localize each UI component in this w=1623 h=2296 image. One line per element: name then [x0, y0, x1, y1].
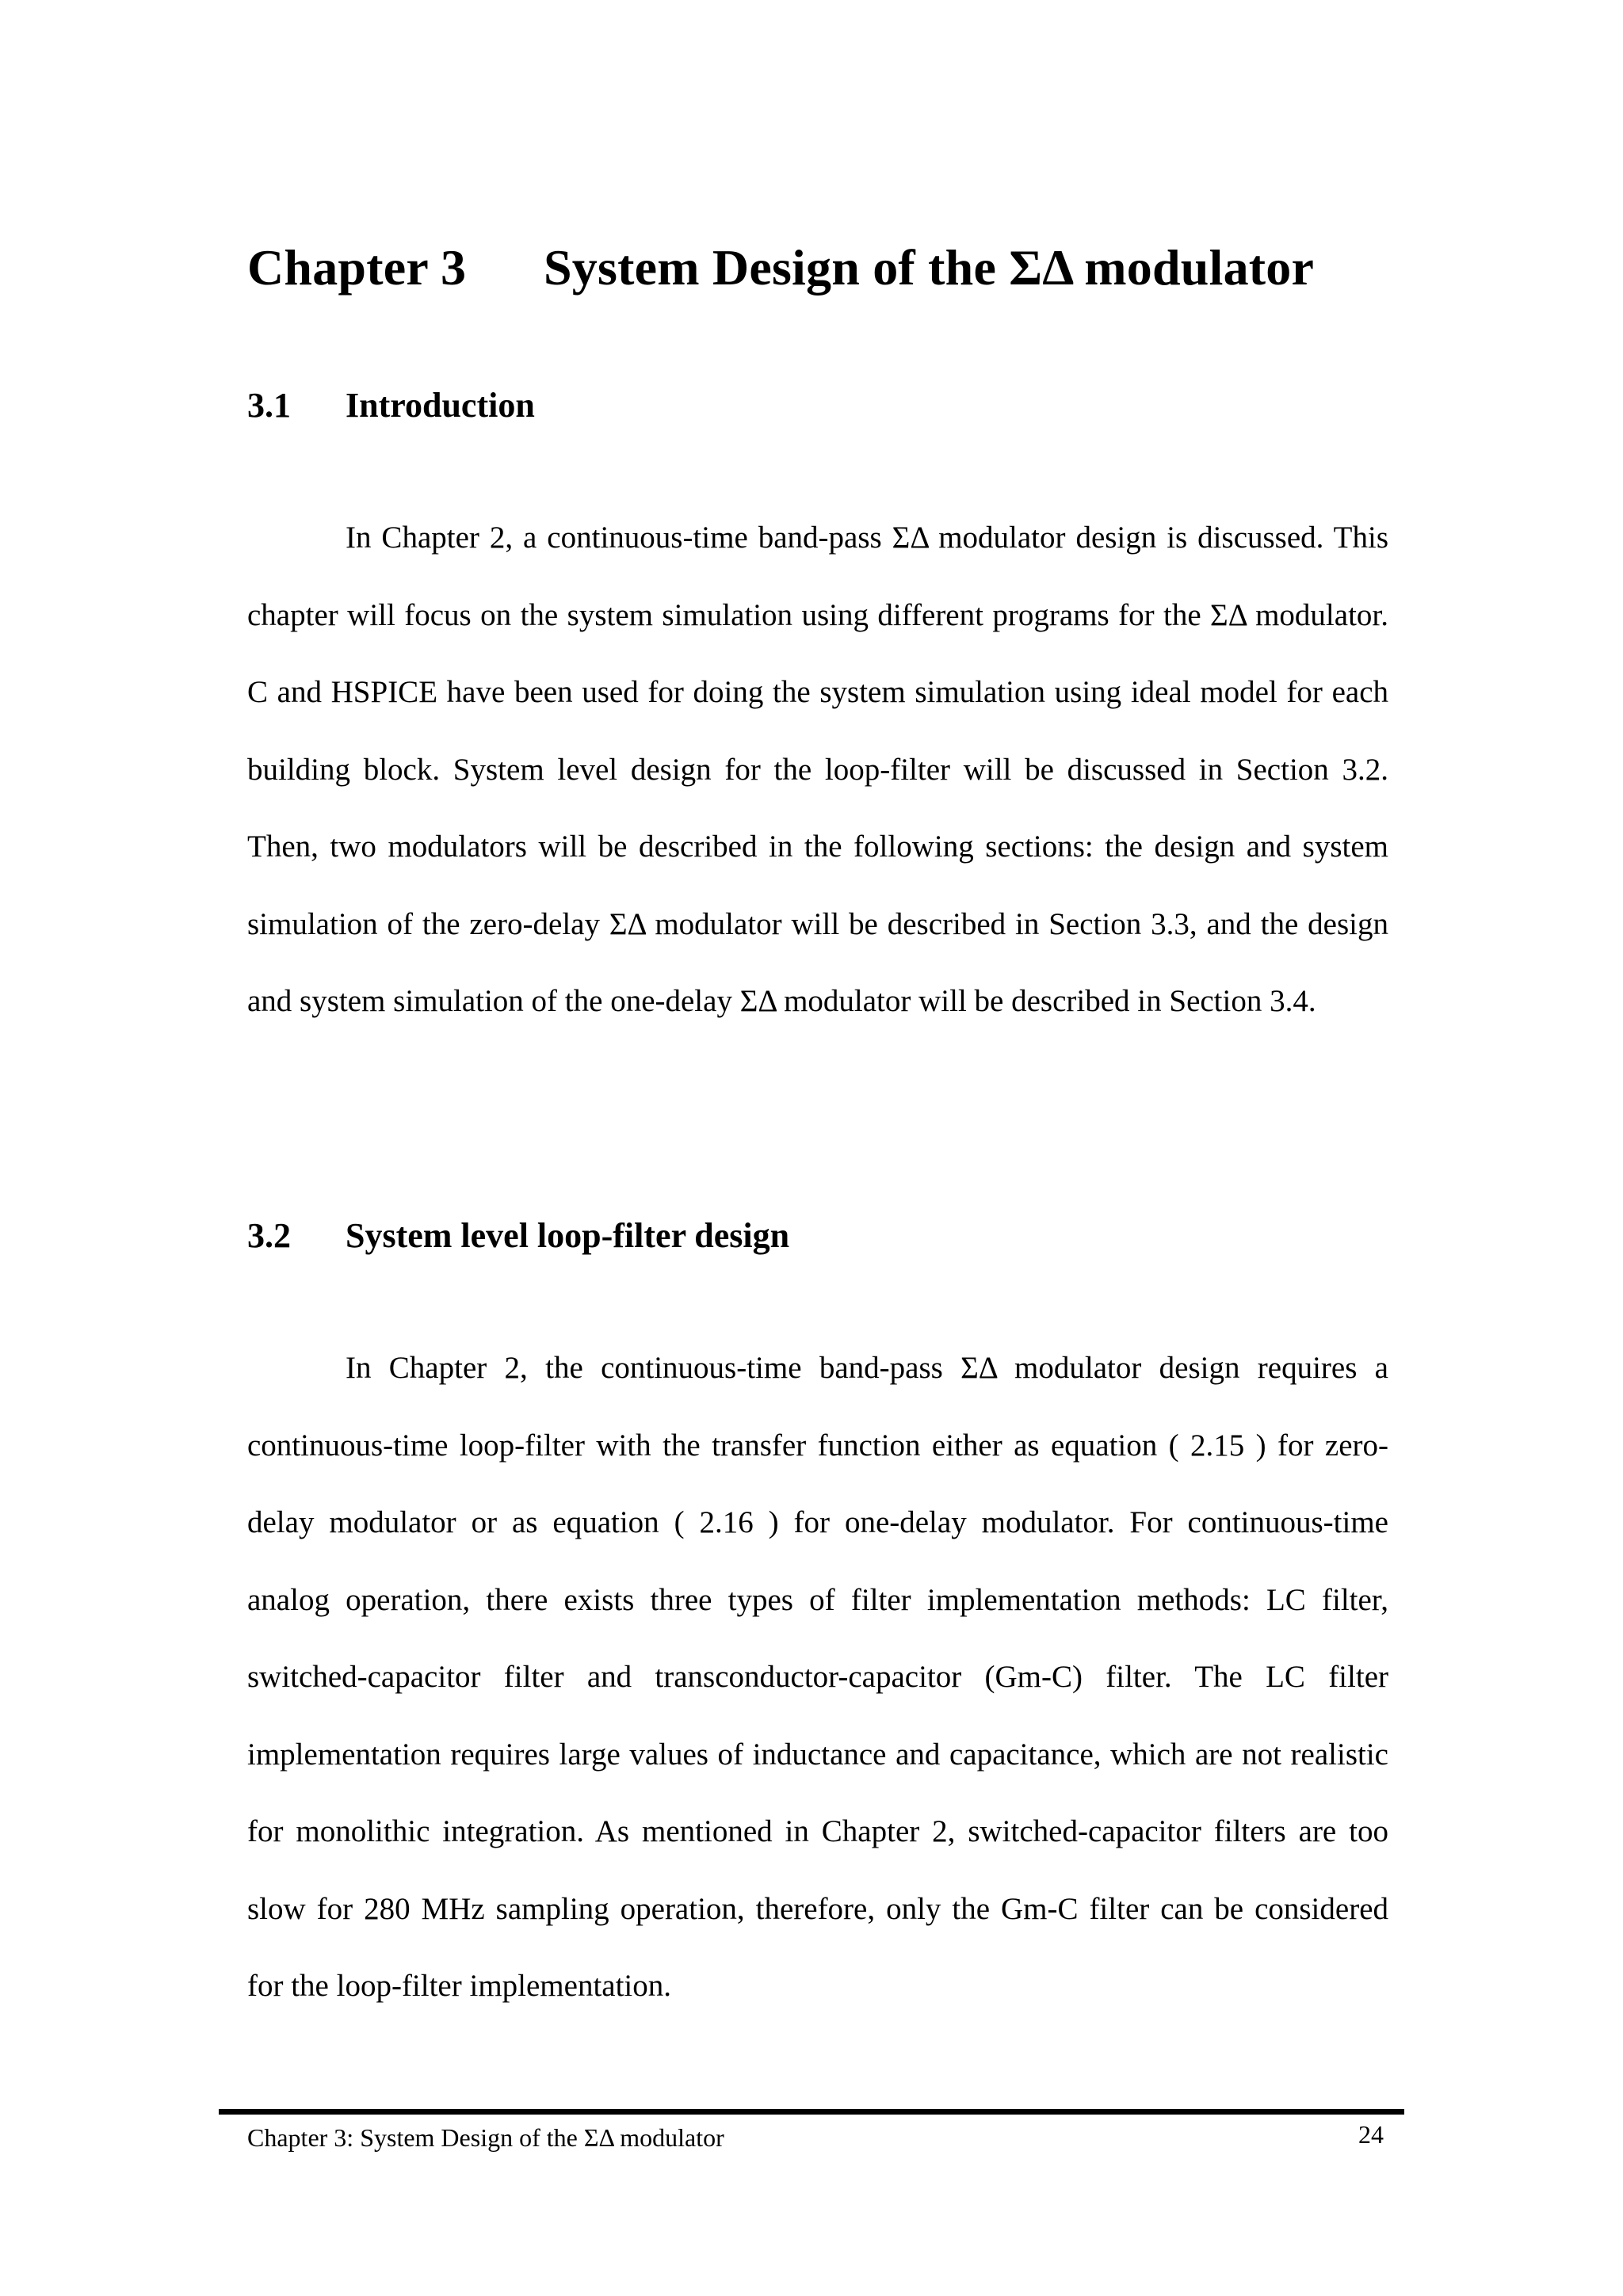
footer-running-title: Chapter 3: System Design of the ΣΔ modulator [247, 2123, 724, 2152]
section-number: 3.2 [247, 1216, 291, 1255]
section-title: System level loop-filter design [346, 1216, 790, 1255]
chapter-title-text: System Design of the ΣΔ modulator [544, 239, 1315, 296]
section-heading-introduction [247, 382, 535, 429]
page-number: 24 [1358, 2120, 1384, 2149]
chapter-number: Chapter 3 [247, 239, 467, 296]
footer-divider [219, 2109, 1404, 2115]
introduction-paragraph: In Chapter 2, a continuous-time band-pass ΣΔ modulator design is discussed. This chapter will focus on the system simulation using different programs for the ΣΔ modulator. C and HSPICE have been used for doing the system simulation using ideal model for each building block. System level design for the loop-filter will be discussed in Section 3.2. Then, two modulators will be described in the following sections: the design and system simulation of the zero-delay ΣΔ modulator will be described in Section 3.3, and the design and system simulation of the one-delay ΣΔ modulator will be described in Section 3.4. [247, 521, 1388, 1018]
loop-filter-design-paragraph: In Chapter 2, the continuous-time band-pass ΣΔ modulator design requires a continuous-time loop-filter with the transfer function either as equation ( 2.15 ) for zero-delay modulator or as equation ( 2.16 ) for one-delay modulator. For continuous-time analog operation, there exists three types of filter implementation methods: LC filter, switched-capacitor filter and transconductor-capacitor (Gm-C) filter. The LC filter implementation requires large values of inductance and capacitance, which are not realistic for monolithic integration. As mentioned in Chapter 2, switched-capacitor filters are too slow for 280 MHz sampling operation, therefore, only the Gm-C filter can be considered for the loop-filter implementation. [247, 1351, 1388, 2003]
section-heading-loop-filter-design [247, 1212, 789, 1260]
chapter-title [247, 235, 1314, 301]
section-number: 3.1 [247, 386, 291, 425]
section-title: Introduction [346, 386, 535, 425]
